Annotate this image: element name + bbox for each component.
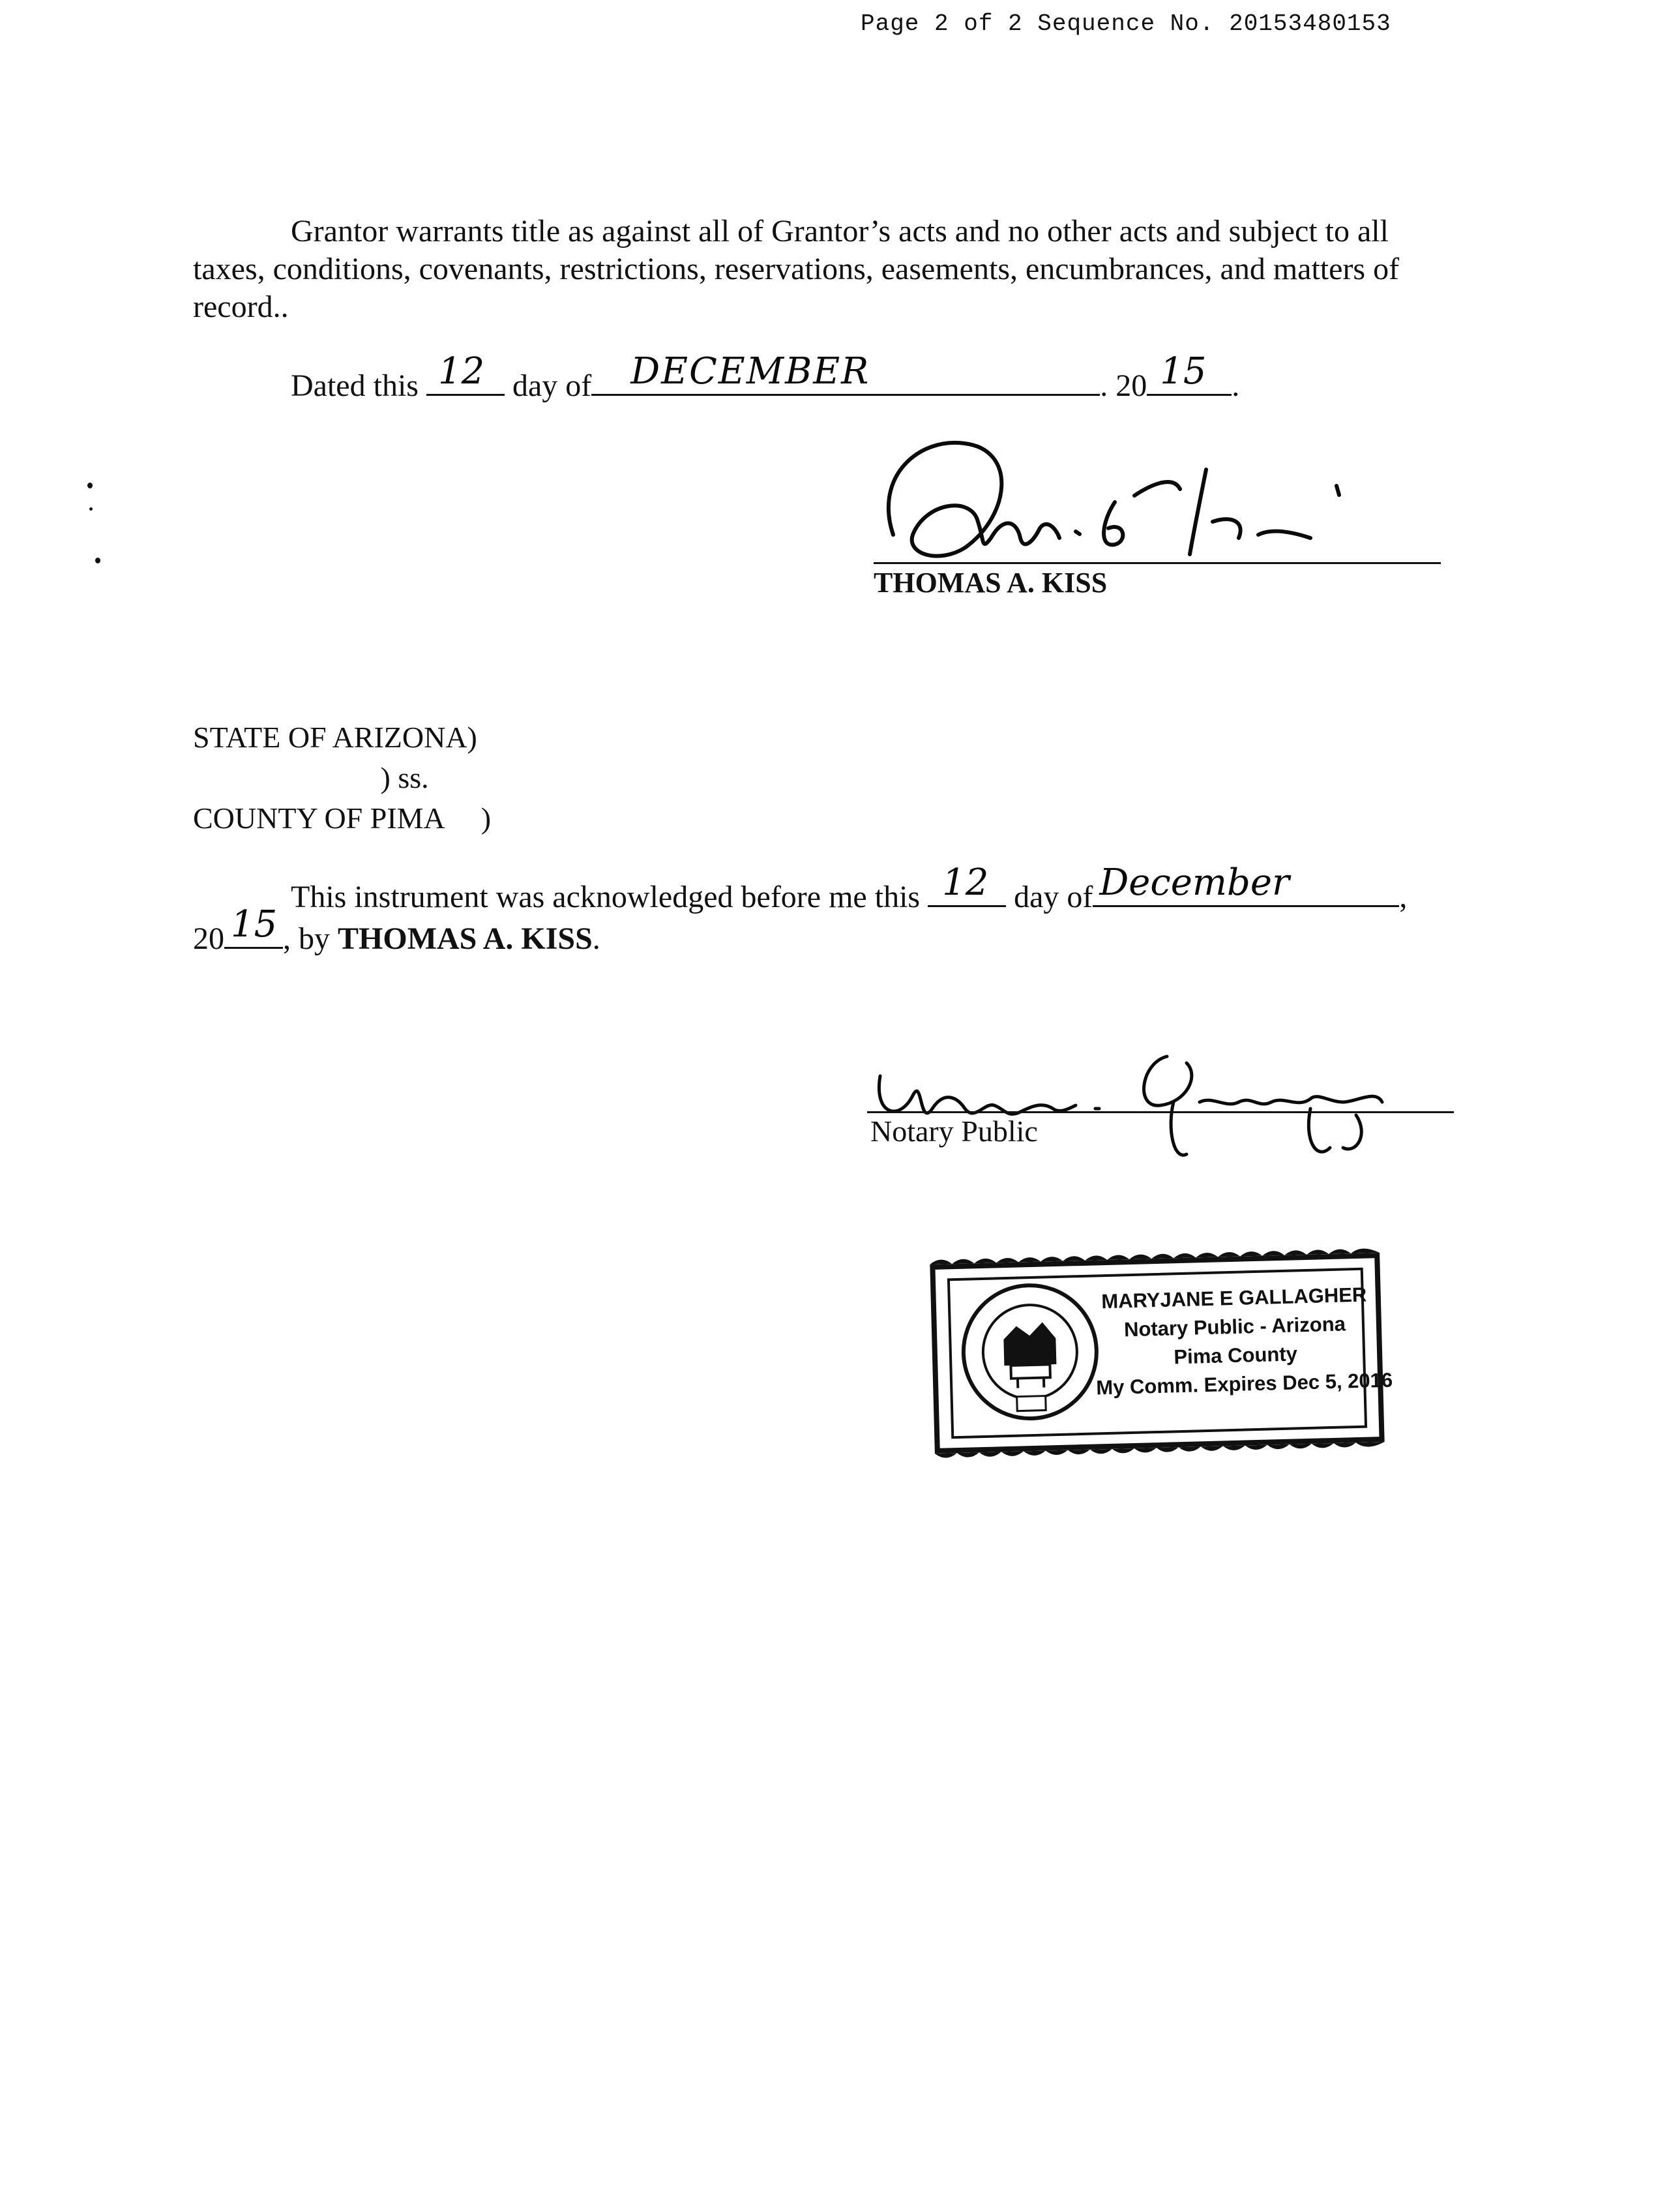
dated-year-blank <box>1147 350 1232 396</box>
venue-state: STATE OF ARIZONA) <box>193 721 477 754</box>
ack-day-blank <box>928 861 1006 907</box>
stamp-county: Pima County <box>1173 1342 1298 1369</box>
ack-period: . <box>592 921 600 956</box>
ack-month-handwritten: December <box>1099 861 1290 904</box>
stamp-notary-title: Notary Public - Arizona <box>1123 1312 1346 1341</box>
dated-day-of: day of <box>512 368 592 403</box>
notary-stamp <box>930 1253 1393 1454</box>
page-header: Page 2 of 2 Sequence No. 20153480153 <box>861 10 1391 37</box>
stamp-text <box>1093 1280 1393 1402</box>
ack-day-handwritten: 12 <box>942 861 989 904</box>
grantor-signature-line <box>874 562 1441 564</box>
stamp-expiration: My Comm. Expires Dec 5, 2016 <box>1095 1368 1393 1399</box>
dated-year-handwritten: 15 <box>1160 350 1207 393</box>
margin-speck <box>95 558 100 563</box>
dated-month-handwritten: DECEMBER <box>630 350 870 393</box>
dated-prefix: Dated this <box>291 368 419 403</box>
ack-signer-name: THOMAS A. KISS <box>338 921 593 956</box>
dated-line <box>291 350 1240 404</box>
notary-label: Notary Public <box>870 1114 1038 1148</box>
venue-block <box>193 717 491 839</box>
venue-ss: ) ss. <box>193 761 429 794</box>
ack-year-blank <box>224 903 283 949</box>
arizona-state-seal-icon <box>956 1278 1104 1426</box>
ack-year-prefix: 20 <box>193 921 224 956</box>
ack-year-handwritten: 15 <box>231 903 278 946</box>
venue-county: COUNTY OF PIMA ) <box>193 801 492 835</box>
ack-by: , by <box>283 921 330 956</box>
warranty-text: Grantor warrants title as against all of Grantor’s acts and no other acts and subject to all taxes, conditions, covenants, restrictions, reservations, easements, encumbrances, and matters of record.. <box>193 214 1400 324</box>
ack-day-of: day of <box>1014 880 1093 914</box>
margin-speck <box>87 483 93 488</box>
acknowledgment-line-2 <box>193 903 600 957</box>
dated-day-handwritten: 12 <box>437 350 485 393</box>
ack-comma: , <box>1399 880 1408 914</box>
ack-month-blank <box>1093 861 1399 907</box>
ack-prefix: This instrument was acknowledged before me this <box>291 880 921 914</box>
grantor-name: THOMAS A. KISS <box>874 567 1108 599</box>
dated-day-blank <box>426 350 505 396</box>
acknowledgment-line-1 <box>291 861 1408 915</box>
warranty-paragraph <box>193 213 1451 326</box>
margin-speck <box>89 507 93 511</box>
dated-suffix: . <box>1232 368 1240 403</box>
dated-year-prefix: . 20 <box>1100 368 1147 403</box>
stamp-notary-name: MARYJANE E GALLAGHER <box>1100 1283 1367 1313</box>
notary-signature-line <box>867 1111 1454 1113</box>
dated-month-blank <box>591 350 1100 396</box>
grantor-signature-scribble <box>867 424 1454 574</box>
notary-signature-scribble <box>861 1037 1460 1180</box>
